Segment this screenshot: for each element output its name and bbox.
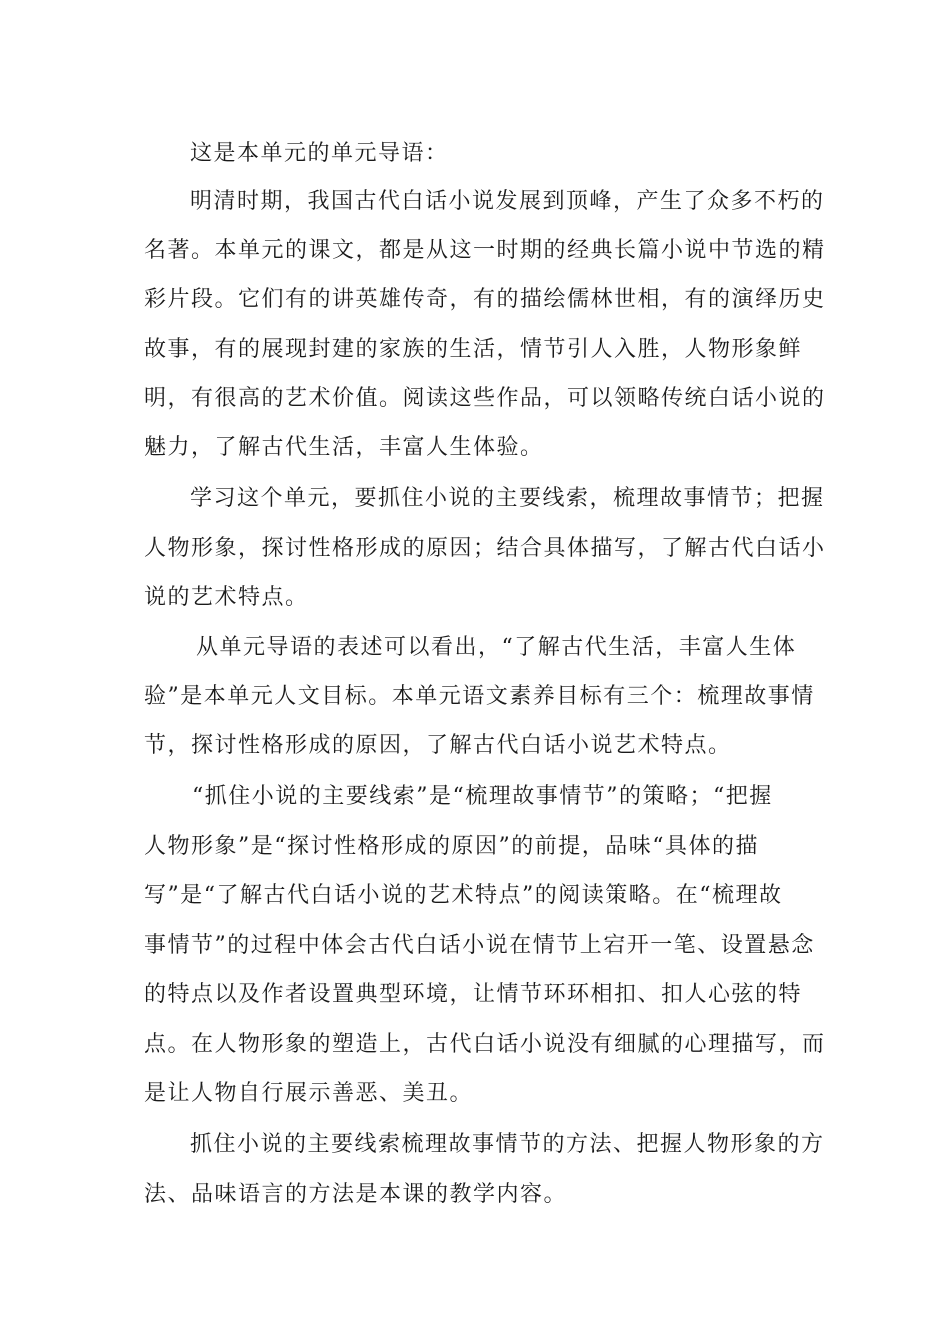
text-line: 的特点以及作者设置典型环境，让情节环环相扣、扣人心弦的特 <box>144 982 803 1007</box>
text-line: 从单元导语的表述可以看出，“了解古代生活，丰富人生体 <box>196 635 797 660</box>
text-line: “抓住小说的主要线索”是“梳理故事情节”的策略；“把握 <box>192 784 773 809</box>
text-line: 说的艺术特点。 <box>144 585 309 610</box>
text-line: 抓住小说的主要线索梳理故事情节的方法、把握人物形象的方 <box>190 1132 825 1157</box>
text-line: 节，探讨性格形成的原因，了解古代白话小说艺术特点。 <box>144 733 732 758</box>
text-line: 事情节”的过程中体会古代白话小说在情节上宕开一笔、设置悬念 <box>144 933 815 958</box>
text-line: 明清时期，我国古代白话小说发展到顶峰，产生了众多不朽的 <box>190 189 825 214</box>
text-line: 学习这个单元，要抓住小说的主要线索，梳理故事情节；把握 <box>190 486 825 511</box>
text-line: 写”是“了解古代白话小说的艺术特点”的阅读策略。在“梳理故 <box>144 883 783 908</box>
text-line: 这是本单元的单元导语： <box>190 141 449 166</box>
text-line: 点。在人物形象的塑造上，古代白话小说没有细腻的心理描写，而 <box>144 1032 826 1057</box>
text-line: 故事，有的展现封建的家族的生活，情节引人入胜，人物形象鲜 <box>144 337 803 362</box>
text-line: 人物形象”是“探讨性格形成的原因”的前提，品味“具体的描 <box>144 834 759 859</box>
text-line: 彩片段。它们有的讲英雄传奇，有的描绘儒林世相，有的演绎历史 <box>144 287 826 312</box>
text-line: 人物形象，探讨性格形成的原因；结合具体描写，了解古代白话小 <box>144 536 826 561</box>
text-line: 明，有很高的艺术价值。阅读这些作品，可以领略传统白话小说的 <box>144 386 826 411</box>
text-line: 法、品味语言的方法是本课的教学内容。 <box>144 1182 568 1207</box>
text-line: 验”是本单元人文目标。本单元语文素养目标有三个：梳理故事情 <box>144 684 815 709</box>
text-line: 是让人物自行展示善恶、美丑。 <box>144 1081 474 1106</box>
text-line: 名著。本单元的课文，都是从这一时期的经典长篇小说中节选的精 <box>144 238 826 263</box>
text-line: 魅力，了解古代生活，丰富人生体验。 <box>144 435 544 460</box>
